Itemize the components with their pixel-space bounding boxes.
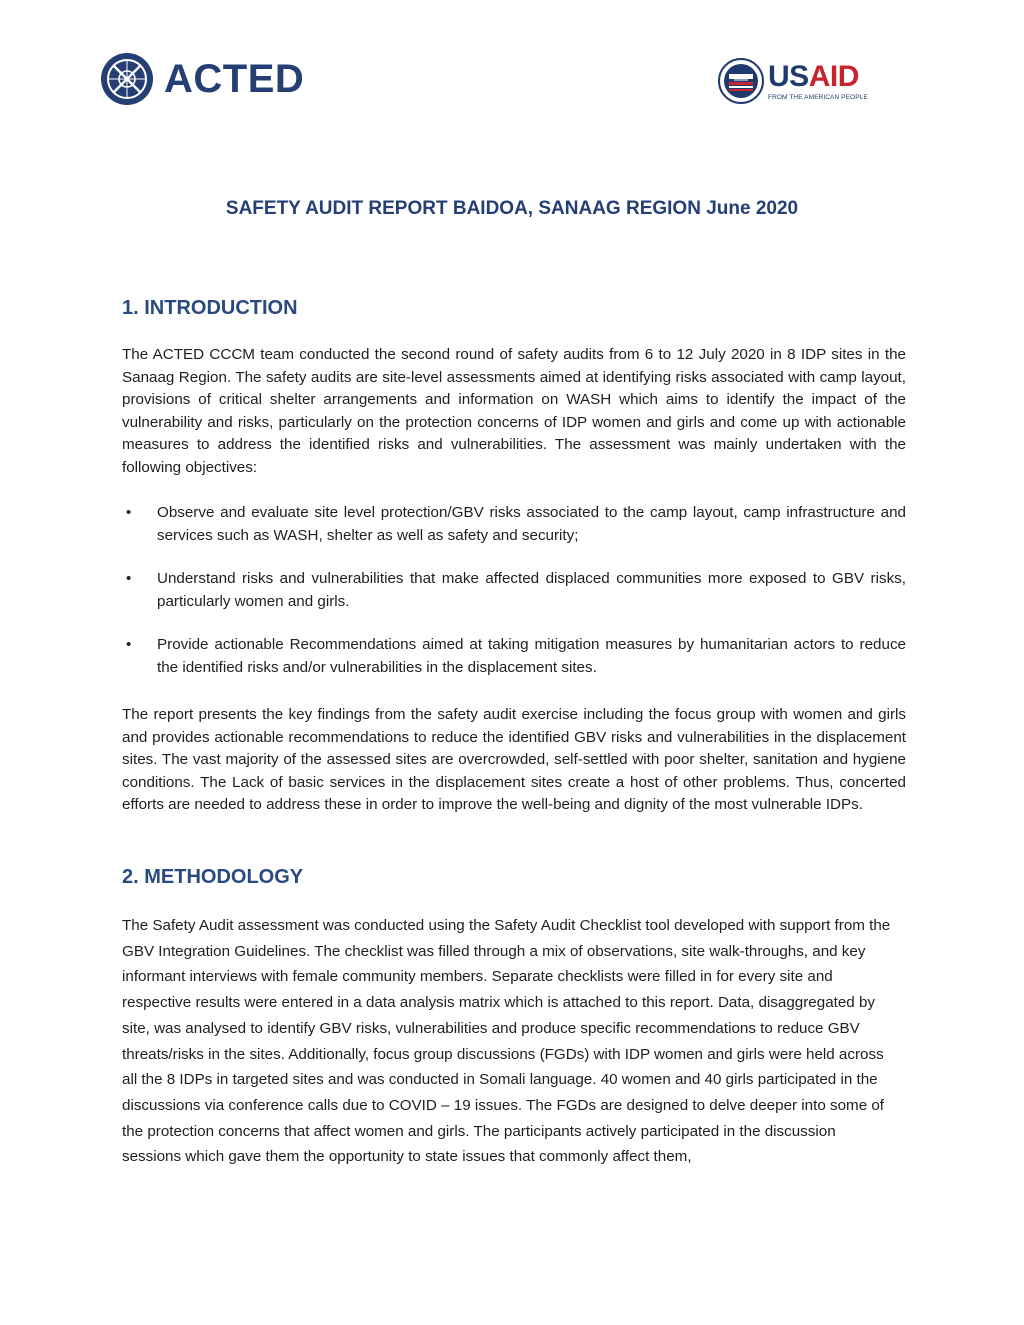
objective-item xyxy=(122,502,906,547)
introduction-heading: 1. INTRODUCTION xyxy=(122,297,298,319)
acted-globe-icon xyxy=(100,52,154,106)
methodology-paragraph: The Safety Audit assessment was conducted using the Safety Audit Checklist tool developed with support from the GBV Integration Guidelines. The checklist was filled through a mix of observations, site walk-throughs, and key informant interviews with female community members. Separate checklists were filled in for every site and respective results were entered in a data analysis matrix which is attached to this report. Data, disaggregated by site, was analysed to identify GBV risks, vulnerabilities and produce specific recommendations to reduce GBV threats/risks in the sites. Additionally, focus group discussions (FGDs) with IDP women and girls were held across all the 8 IDPs in targeted sites and was conducted in Somali language. 40 women and 40 girls participated in the discussions via conference calls due to COVID – 19 issues. The FGDs are designed to delve deeper into some of the protection concerns that affect women and girls. The participants actively participated in the discussion sessions which gave them the opportunity to state issues that commonly affect them, xyxy=(122,917,891,1166)
objectives-list xyxy=(122,502,906,701)
usaid-tagline: FROM THE AMERICAN PEOPLE xyxy=(768,93,868,101)
objective-text: Observe and evaluate site level protection/GBV risks associated to the camp layout, camp infrastructure and services such as WASH, shelter as well as safety and security; xyxy=(157,504,906,544)
objective-item xyxy=(122,634,906,679)
usaid-wordmark-aid: AID xyxy=(808,59,859,93)
acted-wordmark: ACTED xyxy=(164,57,305,101)
report-summary-paragraph: The report presents the key findings from the safety audit exercise including the focus group with women and girls and provides actionable recommendations to reduce the identified GBV risks and vulnerabilities in the displacement sites. The vast majority of the assessed sites are overcrowded, self-settled with poor shelter, sanitation and hygiene conditions. The Lack of basic services in the displacement sites create a host of other problems. Thus, concerted efforts are needed to address these in order to improve the well-being and dignity of the most vulnerable IDPs. xyxy=(122,706,906,814)
bullet-icon: • xyxy=(126,570,132,588)
methodology-heading: 2. METHODOLOGY xyxy=(122,866,304,888)
document-title: SAFETY AUDIT REPORT BAIDOA, SANAAG REGION June 2020 xyxy=(225,198,799,219)
objective-item xyxy=(122,568,906,613)
objective-text: Provide actionable Recommendations aimed at taking mitigation measures by humanitarian actors to reduce the identified risks and/or vulnerabilities in the displacement sites. xyxy=(157,636,906,676)
bullet-icon: • xyxy=(126,636,132,654)
acted-logo xyxy=(100,51,304,107)
usaid-logo xyxy=(718,58,868,104)
introduction-paragraph: The ACTED CCCM team conducted the second round of safety audits from 6 to 12 July 2020 in 8 IDP sites in the Sanaag Region. The safety audits are site-level assessments aimed at identifying risks associated with camp layout, provisions of critical shelter arrangements and information on WASH which aims to identify the impact of the vulnerability and risks, particularly on the protection concerns of IDP women and girls and come up with actionable measures to address the identified risks and vulnerabilities. The assessment was mainly undertaken with the following objectives: xyxy=(122,346,906,476)
usaid-seal-icon xyxy=(718,58,764,104)
usaid-wordmark xyxy=(768,59,868,93)
usaid-wordmark-us: US xyxy=(768,59,809,93)
bullet-icon: • xyxy=(126,504,132,521)
objective-text: Understand risks and vulnerabilities that make affected displaced communities more exposed to GBV risks, particularly women and girls. xyxy=(157,570,906,610)
